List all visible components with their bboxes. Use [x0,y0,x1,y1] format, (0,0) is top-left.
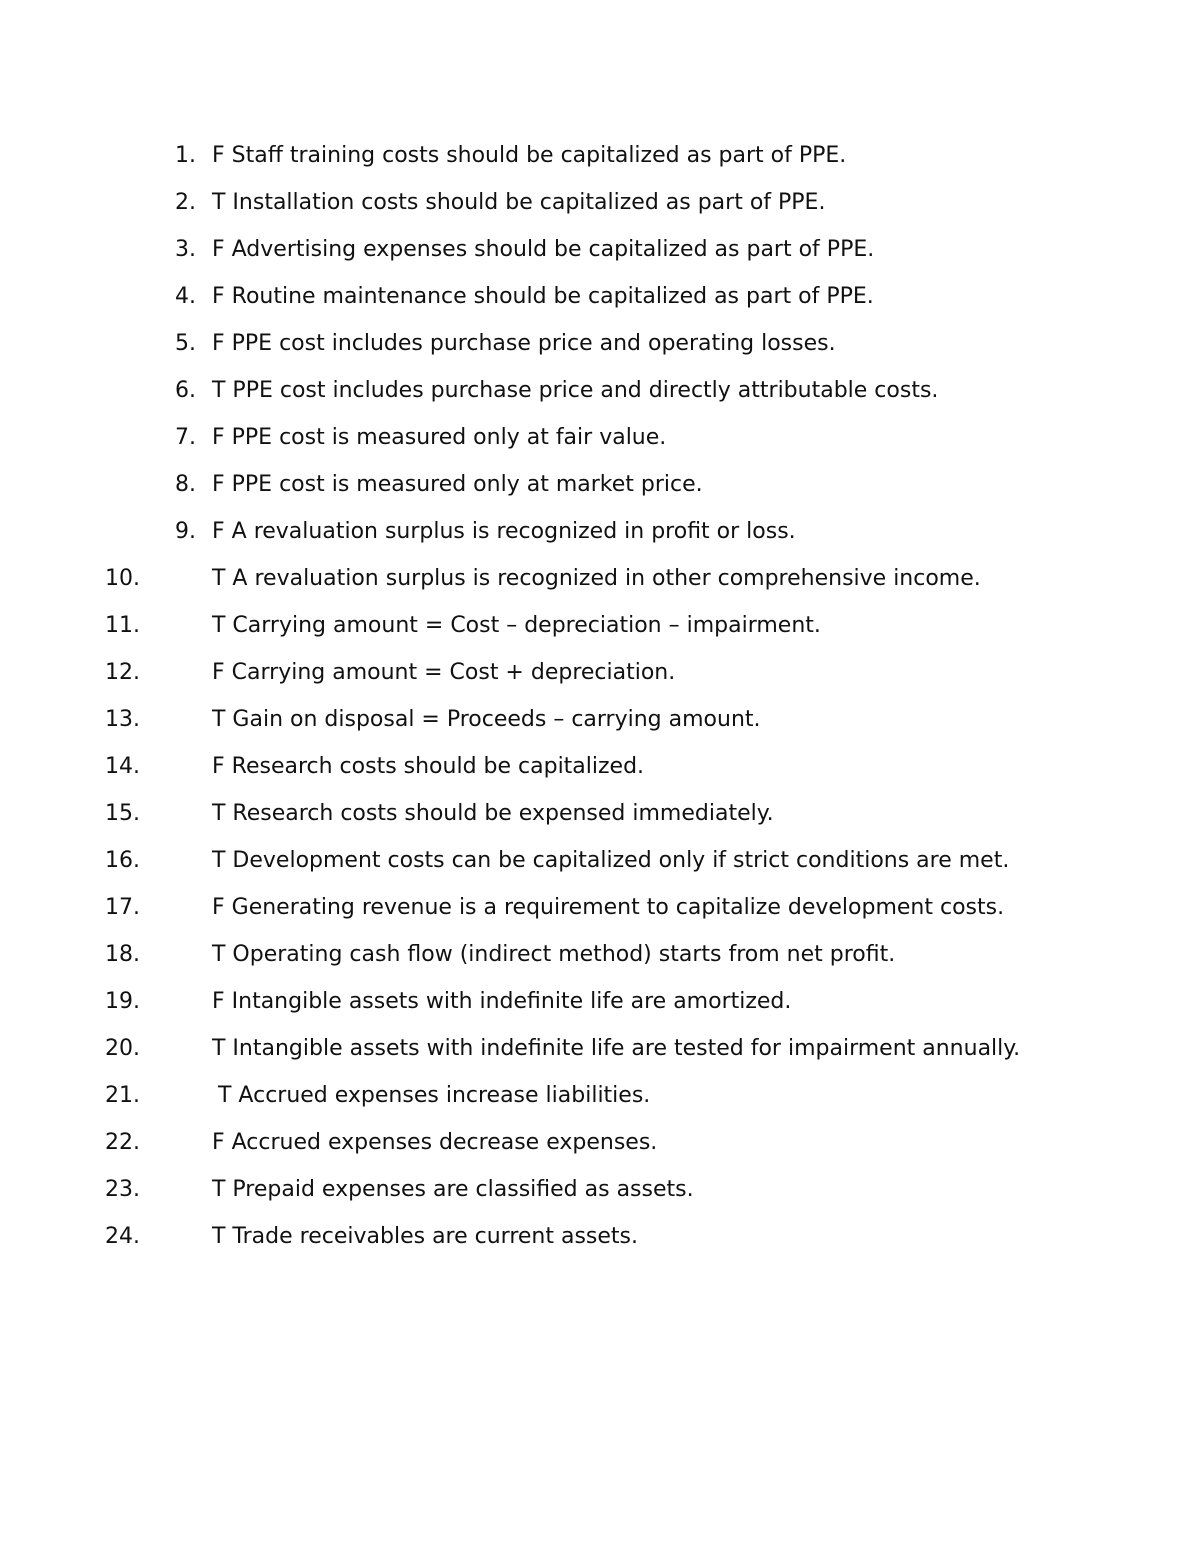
item-text: T PPE cost includes purchase price and directly attributable costs. [212,378,939,403]
item-text: F Accrued expenses decrease expenses. [212,1130,658,1155]
list-item: 20. T Intangible assets with indefinite life are tested for impairment annually. [105,1036,1021,1061]
item-text: F Research costs should be capitalized. [212,754,645,779]
list-item [175,328,1075,359]
item-text: F Intangible assets with indefinite life are amortized. [212,989,792,1014]
item-text: F A revaluation surplus is recognized in profit or loss. [212,519,796,544]
item-number: 7. [175,425,196,450]
list-item [175,469,1075,500]
list-item [175,422,1075,453]
item-text: T Operating cash flow (indirect method) starts from net profit. [212,942,896,967]
list-item [175,516,1075,547]
list-item: 12. F Carrying amount = Cost + depreciation. [105,660,676,685]
list-item: 22. F Accrued expenses decrease expenses. [105,1130,658,1155]
item-number: 8. [175,472,196,497]
item-text: F Carrying amount = Cost + depreciation. [212,660,676,685]
list-item: 24. T Trade receivables are current assets. [105,1224,639,1249]
item-text: T Gain on disposal = Proceeds – carrying amount. [212,707,761,732]
item-text: T Trade receivables are current assets. [212,1224,639,1249]
item-text: F PPE cost is measured only at fair value. [212,425,667,450]
list-item [175,140,1075,171]
item-text: T Installation costs should be capitalized as part of PPE. [212,190,826,215]
item-text: T Carrying amount = Cost – depreciation – impairment. [212,613,821,638]
item-text: T Prepaid expenses are classified as assets. [212,1177,694,1202]
item-text: T A revaluation surplus is recognized in other comprehensive income. [212,566,981,591]
list-item [175,281,1075,312]
item-text: F Staff training costs should be capitalized as part of PPE. [212,143,847,168]
item-number: 2. [175,190,196,215]
item-text: F Advertising expenses should be capitalized as part of PPE. [212,237,875,262]
list-item: 11. T Carrying amount = Cost – depreciation – impairment. [105,613,821,638]
list-item: 15. T Research costs should be expensed immediately. [105,801,774,826]
list-item: 18. T Operating cash flow (indirect method) starts from net profit. [105,942,896,967]
list-item: 17. F Generating revenue is a requirement to capitalize development costs. [105,895,1005,920]
item-text: T Development costs can be capitalized only if strict conditions are met. [212,848,1010,873]
item-text: F PPE cost includes purchase price and operating losses. [212,331,836,356]
list-item [175,234,1075,265]
list-item: 23. T Prepaid expenses are classified as assets. [105,1177,694,1202]
item-number: 3. [175,237,196,262]
list-item: 10. T A revaluation surplus is recognized in other comprehensive income. [105,566,981,591]
item-text: F Generating revenue is a requirement to capitalize development costs. [212,895,1005,920]
list-item: 16. T Development costs can be capitalized only if strict conditions are met. [105,848,1010,873]
item-number: 1. [175,143,196,168]
item-text: F Routine maintenance should be capitalized as part of PPE. [212,284,874,309]
true-false-list [105,140,1075,1252]
item-text: T Intangible assets with indefinite life are tested for impairment annually. [212,1036,1021,1061]
item-number: 5. [175,331,196,356]
list-item: 14. F Research costs should be capitalized. [105,754,645,779]
list-item: 19. F Intangible assets with indefinite life are amortized. [105,989,792,1014]
list-item: 21. T Accrued expenses increase liabilities. [105,1083,651,1108]
item-text: F PPE cost is measured only at market price. [212,472,703,497]
list-item [175,187,1075,218]
item-number: 6. [175,378,196,403]
item-number: 9. [175,519,196,544]
item-number: 4. [175,284,196,309]
list-item [175,375,1075,406]
list-item: 13. T Gain on disposal = Proceeds – carrying amount. [105,707,761,732]
item-text: T Research costs should be expensed immediately. [212,801,774,826]
item-text: T Accrued expenses increase liabilities. [218,1083,651,1108]
